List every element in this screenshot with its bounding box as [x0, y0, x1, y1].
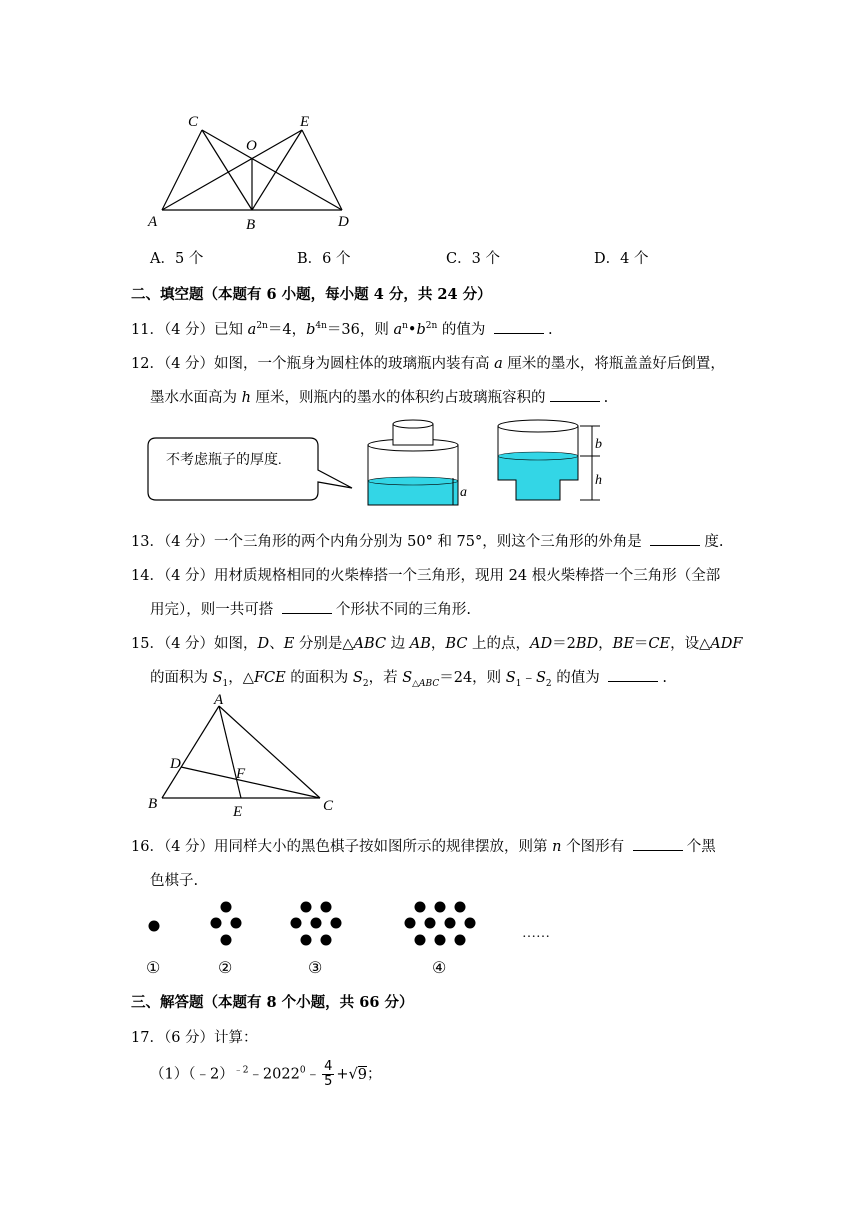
- question-17-part1: （1）（﹣2）$^{﹣2}$﹣2022$^0$﹣ $\frac{4}{5}$ +√9；: [150, 1059, 382, 1089]
- label-A: A: [148, 214, 158, 230]
- label-B: B: [246, 217, 256, 233]
- figure-label-2: ②: [218, 960, 233, 977]
- option-c: C．3 个: [446, 251, 500, 267]
- bottle-figure-q12: [140, 412, 640, 512]
- fraction: $\frac{4}{5}$: [324, 1059, 333, 1089]
- question-14-line2: 用完），则一共可搭 个形状不同的三角形.: [150, 602, 471, 618]
- answer-blank-11: [494, 321, 544, 334]
- section-3-heading: 三、解答题（本题有 8 个小题，共 66 分）: [131, 994, 414, 1011]
- label-E: E: [233, 804, 243, 820]
- question-17-title: 17．（6 分）计算：: [131, 1030, 258, 1046]
- label-D: D: [338, 214, 349, 230]
- label-a: a: [460, 485, 467, 500]
- label-A: A: [214, 692, 224, 708]
- label-C: C: [188, 114, 199, 130]
- figure-label-1: ①: [146, 960, 161, 977]
- label-O: O: [246, 138, 257, 154]
- question-13: 13．（4 分）一个三角形的两个内角分别为 50° 和 75°，则这个三角形的外角是 度.: [131, 534, 724, 550]
- option-d: D．4 个: [594, 251, 649, 267]
- answer-blank-16: [633, 838, 683, 851]
- question-11: 11．（4 分）已知 $a^{2n}=4$，$b^{4n}=36$，则 $a^n•b^{2n}$ 的值为 .: [131, 321, 553, 338]
- answer-blank-14: [282, 601, 332, 614]
- question-12-line2: 墨水水面高为 h 厘米，则瓶内的墨水的体积约占玻璃瓶容积的 .: [150, 390, 609, 406]
- label-C: C: [323, 798, 334, 814]
- dots-pattern-figure: [140, 895, 570, 980]
- dots-ellipsis: ……: [522, 926, 550, 941]
- section-2-heading: 二、填空题（本题有 6 小题，每小题 4 分，共 24 分）: [131, 286, 492, 303]
- label-b: b: [595, 437, 602, 452]
- option-b: B．6 个: [297, 251, 351, 267]
- label-B: B: [148, 796, 158, 812]
- figure-label-4: ④: [432, 960, 447, 977]
- triangle-figure-q10: [140, 110, 370, 235]
- question-14-line1: 14．（4 分）用材质规格相同的火柴棒搭一个三角形，现用 24 根火柴棒搭一个三角形（全部: [131, 568, 721, 584]
- answer-blank-13: [650, 533, 700, 546]
- bubble-text: 不考虑瓶子的厚度.: [166, 453, 282, 468]
- answer-blank-12: [550, 389, 600, 402]
- answer-blank-15: [608, 669, 658, 682]
- figure-label-3: ③: [308, 960, 323, 977]
- option-a: A．5 个: [150, 251, 204, 267]
- label-D: D: [170, 756, 181, 772]
- question-16-line1: 16．（4 分）用同样大小的黑色棋子按如图所示的规律摆放，则第 n 个图形有 个黑: [131, 839, 716, 855]
- label-E: E: [300, 114, 310, 130]
- label-F: F: [236, 766, 246, 782]
- label-h: h: [595, 473, 602, 488]
- question-15-line2: 的面积为 $S_1$，△FCE 的面积为 $S_2$，若 $S_{\triangle ABC}=24$，则 $S_1﹣S_2$ 的值为 .: [150, 670, 667, 689]
- triangle-figure-q15: [140, 692, 350, 822]
- question-12-line1: 12．（4 分）如图，一个瓶身为圆柱体的玻璃瓶内装有高 a 厘米的墨水，将瓶盖盖好后倒置，: [131, 356, 725, 372]
- question-15-line1: 15．（4 分）如图，D、E 分别是△ABC 边 AB，BC 上的点，AD＝2BD，BE＝CE，设△ADF: [131, 636, 743, 652]
- question-16-line2: 色棋子.: [150, 873, 199, 889]
